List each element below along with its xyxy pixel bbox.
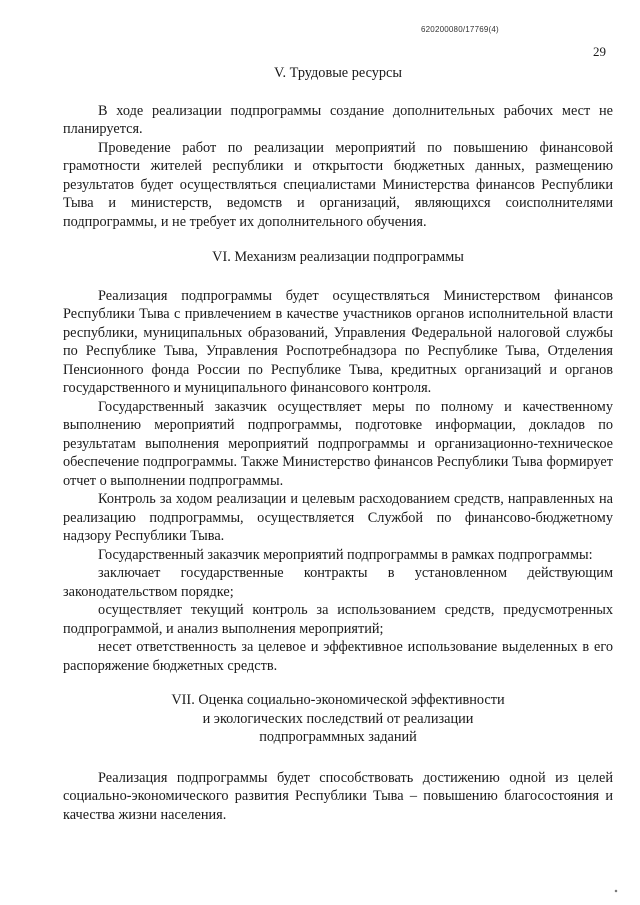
paragraph: Государственный заказчик мероприятий подпрограммы в рамках подпрограммы: (98, 546, 593, 563)
document-id: 620200080/17769(4) (421, 25, 499, 34)
paragraph: Проведение работ по реализации мероприятий по повышению финансовой грамотности жителей республики и открытости бюджетных данных, размещению результатов будет осуществляться специалистами Министерства финансов Республики Тыва и министерств, ведомств и организаций, являющихся соисполнителями подпрограммы, и не требует их дополнительного обучения. (63, 139, 613, 230)
page-number: 29 (593, 44, 606, 59)
heading-line: и экологических последствий от реализации (202, 710, 474, 727)
scan-speck (614, 889, 618, 893)
section-heading: V. Трудовые ресурсы (274, 65, 402, 81)
list-item: осуществляет текущий контроль за использованием средств, предусмотренных подпрограммой, и анализ выполнения мероприятий; (63, 602, 613, 637)
section-implementation-mechanism (63, 248, 613, 675)
heading-line: VII. Оценка социально-экономической эффективности (171, 692, 505, 708)
paragraph: Контроль за ходом реализации и целевым расходованием средств, направленных на реализацию подпрограммы, осуществляется Службой по финансово-бюджетному надзору Республики Тыва. (63, 491, 613, 544)
list-item: заключает государственные контракты в установленном действующим законодательством порядке; (63, 565, 613, 600)
paragraph: Реализация подпрограммы будет осуществляться Министерством финансов Республики Тыва с привлечением в качестве участников органов исполнительной власти республики, муниципальных образований, Управления Федеральной налоговой службы по Республике Тыва, Управления Роспотребнадзора по Республике Тыва, Отделения Пенсионного фонда России по Республике Тыва, кредитных организаций и органов государственного и муниципального финансового контроля. (63, 287, 613, 396)
heading-line: подпрограммных заданий (259, 729, 417, 745)
section-labor-resources (63, 64, 613, 231)
paragraph: В ходе реализации подпрограммы создание дополнительных рабочих мест не планируется. (63, 102, 613, 137)
document-body (63, 64, 613, 824)
paragraph: Государственный заказчик осуществляет меры по полному и качественному выполнению мероприятий подпрограммы, подготовке информации, докладов по результатам выполнения мероприятий подпрограммы и организационно-техническое обеспечение подпрограммы. Также Министерство финансов Республики Тыва формирует отчет о выполнении подпрограммы. (63, 398, 613, 489)
section-heading: VI. Механизм реализации подпрограммы (212, 249, 464, 265)
list-item: несет ответственность за целевое и эффективное использование выделенных в его распоряжение бюджетных средств. (63, 639, 613, 674)
section-effectiveness-assessment (63, 691, 613, 824)
section-heading (63, 691, 613, 747)
paragraph: Реализация подпрограммы будет способствовать достижению одной из целей социально-экономического развития Республики Тыва – повышению благосостояния и качества жизни населения. (63, 769, 613, 823)
